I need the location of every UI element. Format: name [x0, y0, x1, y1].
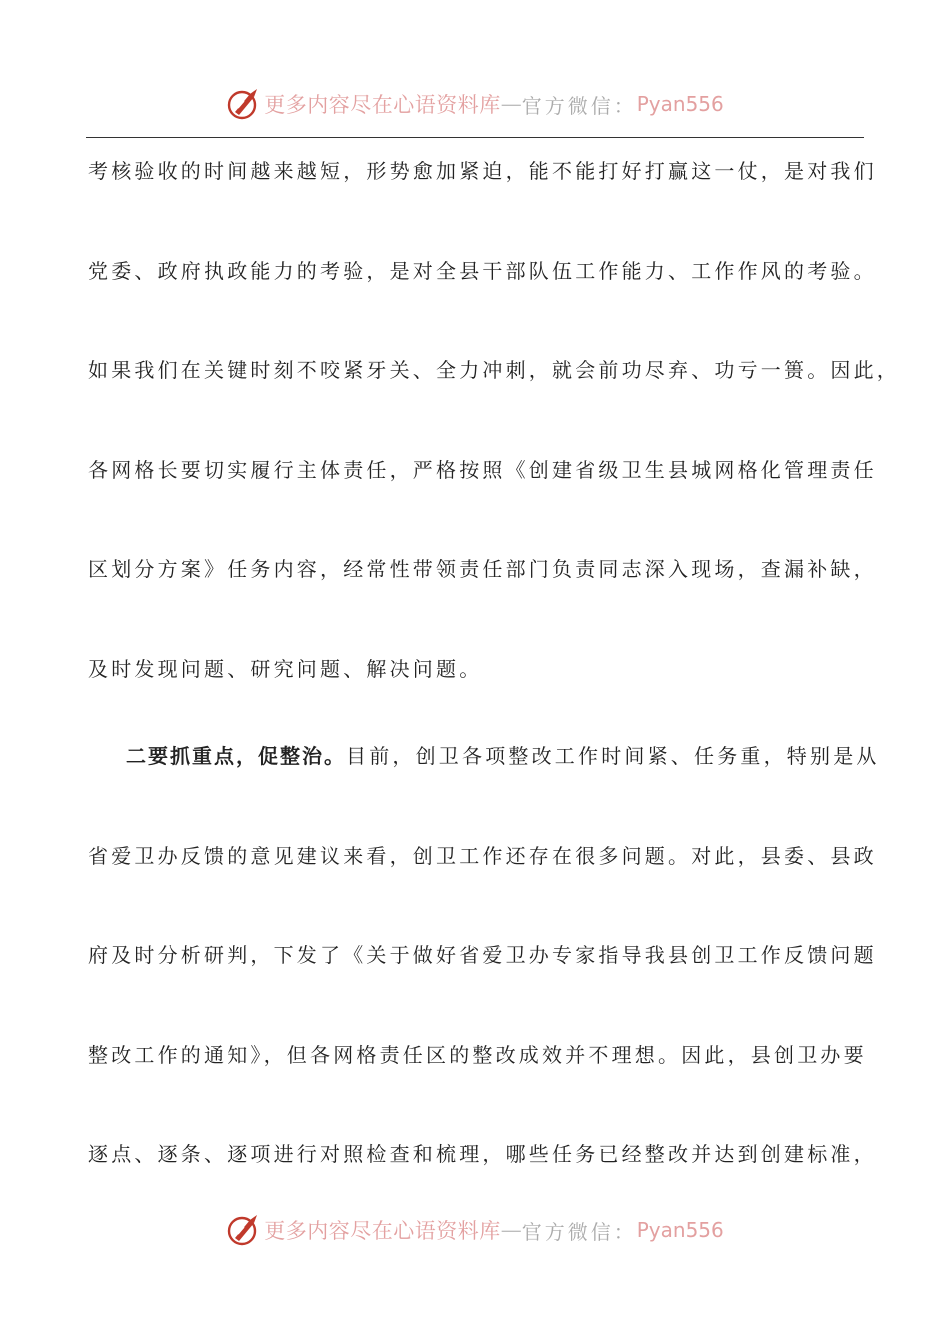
body-line: 党委、政府执政能力的考验，是对全县干部队伍工作能力、工作作风的考验。 — [88, 259, 877, 283]
header-separator: — — [500, 92, 522, 116]
body-line: 各网格长要切实履行主体责任，严格按照《创建省级卫生县城网格化管理责任 — [88, 458, 877, 482]
body-line: 考核验收的时间越来越短，形势愈加紧迫，能不能打好打赢这一仗，是对我们 — [88, 159, 877, 183]
header-subtitle: 官方微信： — [521, 93, 637, 118]
body-line: 如果我们在关键时刻不咬紧牙关、全力冲刺，就会前功尽弃、功亏一篑。因此， — [88, 358, 900, 382]
pen-logo-icon — [226, 1212, 262, 1248]
paragraph-text: 目前，创卫各项整改工作时间紧、任务重，特别是从 — [346, 744, 880, 768]
footer-banner — [0, 1208, 950, 1252]
body-line: 整改工作的通知》，但各网格责任区的整改成效并不理想。因此，县创卫办要 — [88, 1043, 867, 1067]
footer-subtitle: 官方微信： — [521, 1219, 637, 1244]
paragraph-2-first-line — [126, 741, 880, 771]
body-line: 及时发现问题、研究问题、解决问题。 — [88, 657, 483, 681]
footer-separator: — — [500, 1218, 522, 1242]
header-banner — [0, 82, 950, 126]
body-line: 逐点、逐条、逐项进行对照检查和梳理，哪些任务已经整改并达到创建标准， — [88, 1142, 877, 1166]
body-line: 府及时分析研判，下发了《关于做好省爱卫办专家指导我县创卫工作反馈问题 — [88, 943, 877, 967]
paragraph-heading: 二要抓重点，促整治。 — [126, 744, 346, 768]
header-account: Pyan556 — [636, 92, 724, 116]
body-line: 区划分方案》任务内容，经常性带领责任部门负责同志深入现场，查漏补缺， — [88, 557, 877, 581]
header-site-text: 更多内容尽在心语资料库 — [264, 93, 501, 117]
footer-account: Pyan556 — [636, 1218, 724, 1242]
footer-site-text: 更多内容尽在心语资料库 — [264, 1219, 501, 1243]
pen-logo-icon — [226, 86, 262, 122]
header-divider — [86, 137, 864, 138]
body-line: 省爱卫办反馈的意见建议来看，创卫工作还存在很多问题。对此，县委、县政 — [88, 844, 877, 868]
